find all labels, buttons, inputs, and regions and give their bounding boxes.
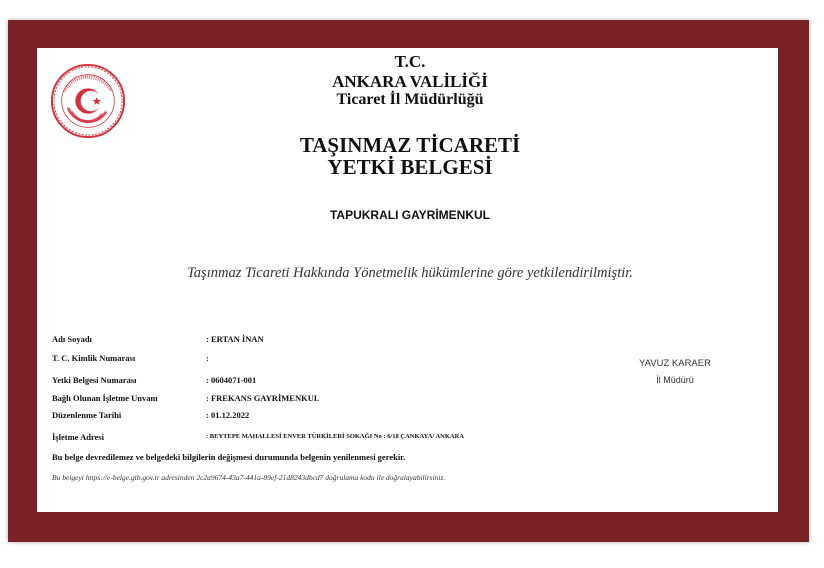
header-mudurluk: Ticaret İl Müdürlüğü — [336, 91, 484, 108]
authorization-statement: Taşınmaz Ticareti Hakkında Yönetmelik hükümlerine göre yetkilendirilmiştir. — [187, 265, 633, 281]
field-label: T. C. Kimlik Numarası — [52, 353, 136, 363]
field-label: Düzenlenme Tarihi — [52, 410, 122, 420]
field-value: : — [206, 353, 209, 363]
field-value: : 01.12.2022 — [206, 410, 250, 420]
header-tc: T.C. — [394, 52, 426, 71]
ministry-seal-icon — [49, 62, 127, 140]
field-label: Bağlı Olunan İşletme Unvanı — [52, 393, 158, 403]
field-label: Yetki Belgesi Numarası — [52, 375, 137, 385]
header-valilik: ANKARA VALİLİĞİ — [332, 72, 488, 91]
verification-note: Bu belgeyi https://e-belge.gtb.gov.tr adresinden 2c2a9674-43a7-441a-89ef-21d8243dbcd7 doğrulama kodu ile doğrulayabilirsiniz. — [52, 473, 446, 482]
field-label: İşletme Adresi — [52, 432, 105, 442]
field-value: : 0604071-001 — [206, 375, 257, 385]
field-value: : BEYTEPE MAHALLESİ ENVER TÜRKİLERİ SOKAĞI No : 6/18 ÇANKAYA/ ANKARA — [206, 433, 464, 440]
field-label: Adı Soyadı — [52, 334, 92, 344]
transfer-warning: Bu belge devredilemez ve belgedeki bilgilerin değişmesi durumunda belgenin yenilenmesi gerekir. — [52, 452, 406, 462]
field-value: : ERTAN İNAN — [206, 334, 264, 344]
field-value: : FREKANS GAYRİMENKUL — [206, 393, 320, 403]
document-title-line1: TAŞINMAZ TİCARETİ — [299, 133, 521, 157]
signatory-title: İl Müdürü — [656, 375, 694, 385]
company-name: TAPUKRALI GAYRİMENKUL — [329, 208, 490, 222]
signatory-name: YAVUZ KARAER — [639, 358, 711, 369]
document-title-line2: YETKİ BELGESİ — [327, 155, 493, 179]
